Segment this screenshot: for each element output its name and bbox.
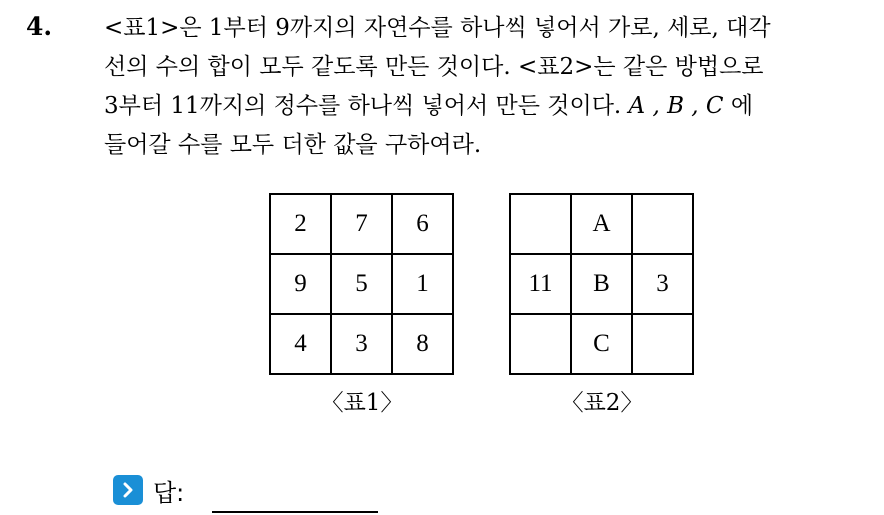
magic-square-table-2 xyxy=(509,193,694,375)
table-cell: 11 xyxy=(510,254,571,314)
table-cell xyxy=(510,314,571,374)
table-cell xyxy=(510,194,571,254)
table-row xyxy=(270,254,453,314)
table-cell: 1 xyxy=(392,254,453,314)
table-cell xyxy=(632,194,693,254)
question-line-2: 선의 수의 합이 모두 같도록 만든 것이다. <표2>는 같은 방법으로 xyxy=(104,54,764,80)
question-line-4: 들어갈 수를 모두 더한 값을 구하여라. xyxy=(104,132,482,158)
question-line-3 xyxy=(104,87,872,126)
question-line-3-text: 3부터 11까지의 정수를 하나씩 넣어서 만든 것이다. xyxy=(104,93,629,119)
table-2-caption: 〈표2〉 xyxy=(560,390,644,416)
table-row xyxy=(510,254,693,314)
table-1-caption: 〈표1〉 xyxy=(320,390,404,416)
question-line-1: <표1>은 1부터 9까지의 자연수를 하나씩 넣어서 가로, 세로, 대각 xyxy=(104,15,771,41)
table-cell: 8 xyxy=(392,314,453,374)
question-line-3-tail: 에 xyxy=(723,93,754,119)
table-cell: C xyxy=(571,314,632,374)
answer-label: 답: xyxy=(153,478,185,507)
answer-area xyxy=(113,474,184,506)
table-row xyxy=(510,314,693,374)
question-text xyxy=(104,9,872,165)
table-cell: 3 xyxy=(632,254,693,314)
answer-blank-line[interactable] xyxy=(212,511,378,513)
table-cell xyxy=(632,314,693,374)
question-number: 4. xyxy=(26,12,53,41)
table-row xyxy=(510,194,693,254)
question-variables: A , B , C xyxy=(628,93,724,119)
table-cell: 6 xyxy=(392,194,453,254)
table-row xyxy=(270,314,453,374)
table-row xyxy=(270,194,453,254)
table-cell: B xyxy=(571,254,632,314)
table-cell: 3 xyxy=(331,314,392,374)
table-cell: 5 xyxy=(331,254,392,314)
table-cell: 7 xyxy=(331,194,392,254)
chevron-right-icon xyxy=(113,475,143,505)
magic-square-table-1 xyxy=(269,193,454,375)
table-cell: 2 xyxy=(270,194,331,254)
table-cell: 9 xyxy=(270,254,331,314)
table-cell: 4 xyxy=(270,314,331,374)
table-cell: A xyxy=(571,194,632,254)
